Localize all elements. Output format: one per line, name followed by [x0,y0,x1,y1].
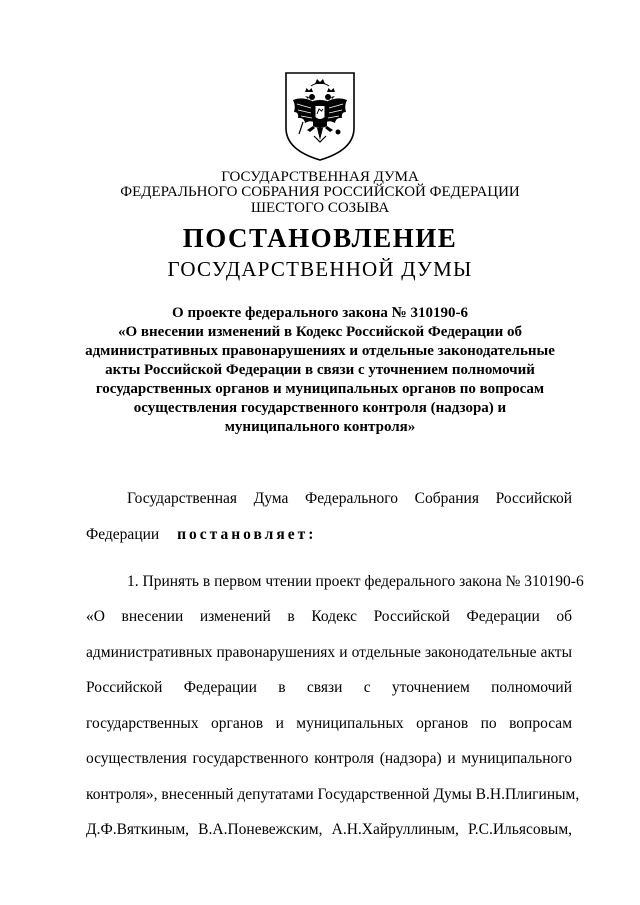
convocation: ШЕСТОГО СОЗЫВА [250,200,390,216]
resolution-verb: постановляет: [177,526,317,543]
org-name-line1: ГОСУДАРСТВЕННАЯ ДУМА [221,169,419,185]
paragraph-line: «О внесении изменений в Кодекс Российской Федерации об [86,608,572,625]
paragraph-line: 1. Принять в первом чтении проект федерального закона № 310190-6 [127,573,584,590]
paragraph-line: Российской Федерации в связи с уточнением полномочий [86,679,572,696]
paragraph-line: контроля», внесенный депутатами Государственной Думы В.Н.Плигиным, [86,786,580,803]
org-name-line2: ФЕДЕРАЛЬНОГО СОБРАНИЯ РОССИЙСКОЙ ФЕДЕРАЦИИ [120,184,520,200]
subject-line: административных правонарушениях и отдельные законодательные [85,343,555,359]
intro-line [86,525,316,545]
document-subject [60,304,580,437]
subject-line: О проекте федерального закона № 310190-6 [172,305,468,321]
paragraph-line: административных правонарушениях и отдельные законодательные акты [86,644,572,661]
intro-prefix: Федерации [86,526,160,543]
coat-of-arms-emblem [283,70,357,162]
subject-line: государственных органов и муниципальных органов по вопросам [95,381,545,397]
document-subtitle: ГОСУДАРСТВЕННОЙ ДУМЫ [167,257,473,281]
paragraph-line: государственных органов и муниципальных органов по вопросам [86,715,572,732]
paragraph-line: Д.Ф.Вяткиным, В.А.Поневежским, А.Н.Хайруллиным, Р.С.Ильясовым, [86,821,572,838]
subject-line: акты Российской Федерации в связи с уточнением полномочий [105,362,535,378]
paragraph-line: осуществления государственного контроля (надзора) и муниципального [86,750,572,767]
subject-line: муниципального контроля» [224,419,416,435]
intro-line: Государственная Дума Федерального Собрания Российской [127,490,572,507]
document-title: ПОСТАНОВЛЕНИЕ [182,223,458,253]
subject-line: осуществления государственного контроля (надзора) и [133,400,507,416]
subject-line: «О внесении изменений в Кодекс Российской Федерации об [118,324,522,340]
